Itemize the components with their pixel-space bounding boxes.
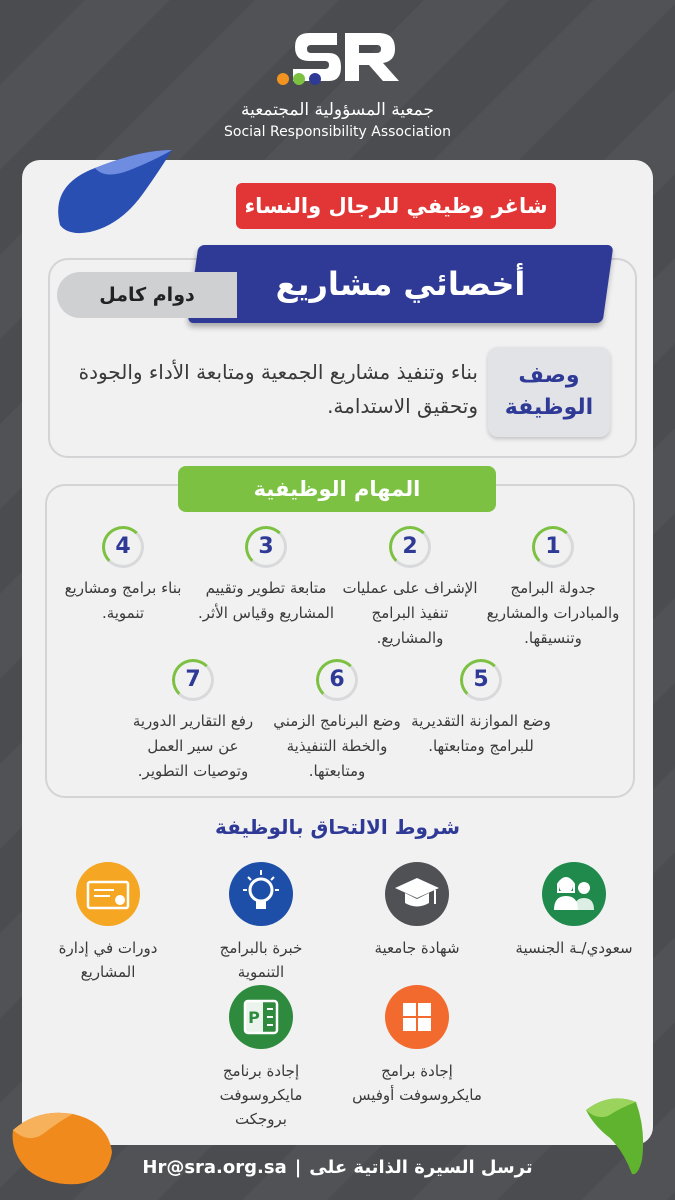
description-label: وصف الوظيفة bbox=[488, 347, 610, 437]
task-number: 4 bbox=[102, 526, 144, 568]
header bbox=[0, 0, 675, 160]
microsoft-office-icon bbox=[385, 985, 449, 1049]
task-text: بناء برامج ومشاريع تنموية. bbox=[64, 579, 182, 622]
task-number: 2 bbox=[389, 526, 431, 568]
task-number: 1 bbox=[532, 526, 574, 568]
task-number: 3 bbox=[245, 526, 287, 568]
sra-logo bbox=[275, 25, 405, 95]
condition-item bbox=[352, 862, 482, 960]
condition-text: شهادة جامعية bbox=[374, 939, 460, 957]
footer-email[interactable]: Hr@sra.org.sa bbox=[142, 1157, 287, 1178]
graduation-cap-icon bbox=[385, 862, 449, 926]
certificate-icon bbox=[76, 862, 140, 926]
microsoft-project-icon bbox=[229, 985, 293, 1049]
condition-text: خبرة بالبرامج التنموية bbox=[219, 939, 303, 981]
condition-item bbox=[43, 862, 173, 984]
conditions-title: شروط الالتحاق بالوظيفة bbox=[214, 815, 461, 839]
vacancy-badge: شاغر وظيفي للرجال والنساء bbox=[236, 183, 556, 229]
condition-text: سعودي/ـة الجنسية bbox=[515, 939, 633, 957]
employment-type: دوام كامل bbox=[57, 272, 237, 318]
tasks-title: المهام الوظيفية bbox=[178, 466, 496, 512]
task-text: الإشراف على عمليات تنفيذ البرامج والمشاريع. bbox=[342, 579, 478, 647]
task-number: 6 bbox=[316, 659, 358, 701]
svg-text:P: P bbox=[248, 1008, 260, 1027]
task-item bbox=[196, 526, 336, 626]
condition-item bbox=[509, 862, 639, 960]
lightbulb-icon bbox=[229, 862, 293, 926]
blue-drop-decoration bbox=[50, 140, 180, 240]
task-text: رفع التقارير الدورية عن سير العمل وتوصيات التطوير. bbox=[132, 712, 254, 780]
task-text: وضع البرنامج الزمني والخطة التنفيذية ومتابعتها. bbox=[273, 712, 401, 780]
org-name-arabic: جمعية المسؤولية المجتمعية bbox=[240, 100, 434, 120]
task-text: جدولة البرامج والمبادرات والمشاريع وتنسيقها. bbox=[486, 579, 620, 647]
footer bbox=[0, 1145, 675, 1200]
task-item bbox=[123, 659, 263, 784]
condition-text: إجادة برامج مايكروسوفت أوفيس bbox=[352, 1062, 482, 1104]
task-item bbox=[483, 526, 623, 651]
condition-text: إجادة برنامج مايكروسوفت بروجكت bbox=[219, 1062, 303, 1128]
task-number: 5 bbox=[460, 659, 502, 701]
footer-label: ترسل السيرة الذاتية على bbox=[309, 1157, 533, 1178]
task-item bbox=[340, 526, 480, 651]
task-item bbox=[267, 659, 407, 784]
task-number: 7 bbox=[172, 659, 214, 701]
saudi-people-icon bbox=[542, 862, 606, 926]
job-title: أخصائي مشاريع bbox=[275, 265, 526, 303]
footer-separator: | bbox=[294, 1157, 302, 1178]
task-item bbox=[411, 659, 551, 759]
condition-item bbox=[196, 862, 326, 984]
task-text: وضع الموازنة التقديرية للبرامج ومتابعتها. bbox=[411, 712, 551, 755]
condition-text: دورات في إدارة المشاريع bbox=[58, 939, 158, 981]
task-text: متابعة تطوير وتقييم المشاريع وقياس الأثر. bbox=[197, 579, 335, 622]
task-item bbox=[53, 526, 193, 626]
description-text: بناء وتنفيذ مشاريع الجمعية ومتابعة الأداء والجودة وتحقيق الاستدامة. bbox=[78, 360, 478, 418]
condition-item bbox=[352, 985, 482, 1107]
condition-item bbox=[196, 985, 326, 1131]
org-name-english: Social Responsibility Association bbox=[224, 124, 451, 140]
